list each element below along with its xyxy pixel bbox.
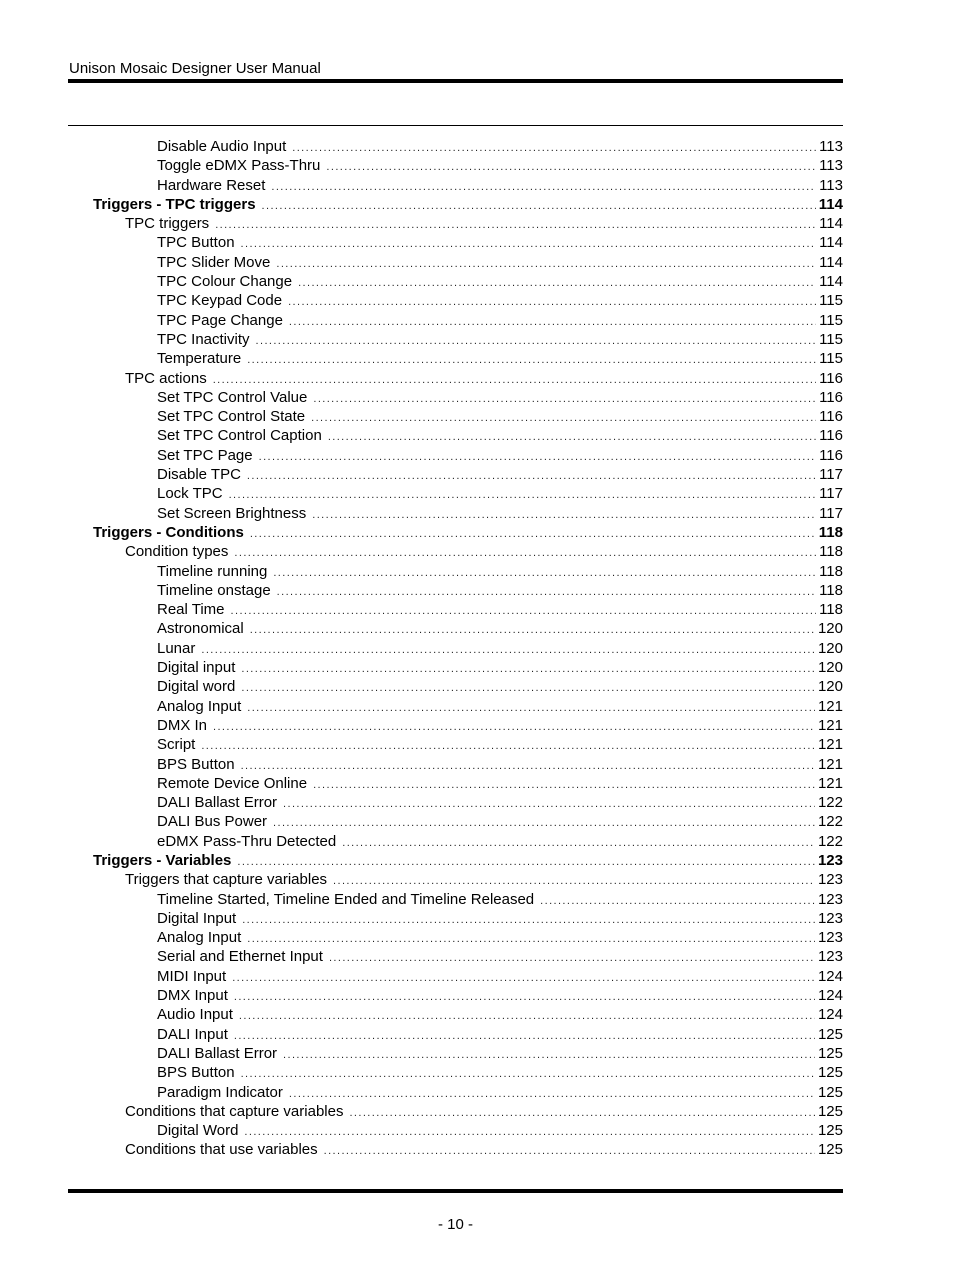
toc-entry-page-number: 125 [817,1122,843,1140]
toc-entry-page-number: 121 [817,716,843,734]
toc-entry[interactable] [0,349,843,368]
toc-entry-page-number: 120 [817,620,843,638]
toc-entry[interactable] [0,311,843,330]
toc-entry[interactable] [0,504,843,523]
toc-entry[interactable] [0,735,843,754]
toc-entry-label: TPC actions [125,369,207,387]
toc-entry-label: Condition types [125,543,229,561]
toc-entry-page-number: 114 [819,234,843,252]
toc-entry-page-number: 113 [819,176,843,194]
toc-entry-label: TPC Slider Move [157,253,271,271]
toc-entry-page-number: 121 [817,697,843,715]
toc-entry-label: Real Time [157,601,225,619]
toc-entry-page-number: 118 [819,562,843,580]
toc-entry-label: TPC Colour Change [157,273,293,291]
toc-entry-label: Disable Audio Input [157,138,287,155]
toc-entry-label: Serial and Ethernet Input [157,948,323,966]
toc-entry-page-number: 116 [819,408,843,426]
toc-entry[interactable] [0,253,843,272]
toc-entry[interactable] [0,812,843,831]
toc-entry-page-number: 125 [817,1064,843,1082]
toc-entry[interactable] [0,947,843,966]
page-number: - 10 - [437,1216,473,1233]
toc-entry-label: Paradigm Indicator [157,1083,283,1101]
toc-entry-label: Set TPC Page [157,446,253,464]
toc-entry-page-number: 115 [819,350,843,368]
toc-entry-label: Digital Word [157,1122,239,1140]
toc-entry[interactable] [0,909,843,928]
toc-entry[interactable] [0,465,843,484]
toc-entry[interactable] [0,291,843,310]
toc-entry[interactable] [0,774,843,793]
toc-entry[interactable] [0,928,843,947]
toc-entry-label: Set TPC Control Value [157,388,308,406]
toc-entry[interactable] [0,986,843,1005]
toc-entry[interactable] [0,1083,843,1102]
toc-entry[interactable] [0,967,843,986]
toc-entry[interactable] [0,658,843,677]
toc-entry-page-number: 125 [817,1083,843,1101]
toc-entry[interactable] [0,755,843,774]
toc-entry[interactable] [0,1102,843,1121]
toc-entry-page-number: 114 [818,195,843,213]
toc-entry[interactable] [0,156,843,175]
toc-entry-page-number: 116 [819,388,843,406]
toc-entry-label: DMX Input [157,987,228,1005]
toc-entry[interactable] [0,407,843,426]
toc-entry-label: BPS Button [157,1064,235,1082]
toc-entry-page-number: 122 [817,832,843,850]
toc-entry-page-number: 120 [817,678,843,696]
toc-entry-page-number: 117 [819,466,843,484]
toc-entry-page-number: 120 [817,659,843,677]
toc-entry-label: Lock TPC [157,485,223,503]
toc-entry-label: Timeline running [157,562,268,580]
toc-entry-page-number: 117 [819,504,843,522]
toc-entry-page-number: 118 [818,523,843,541]
toc-entry[interactable] [0,581,843,600]
toc-entry-label: Digital input [157,659,236,677]
toc-entry-page-number: 118 [819,543,843,561]
toc-entry-page-number: 125 [817,1025,843,1043]
toc-entry-label: DMX In [157,716,208,734]
toc-entry[interactable] [0,176,843,195]
toc-entry-page-number: 120 [817,639,843,657]
toc-entry-label: Lunar [157,639,196,657]
toc-entry-label: Analog Input [157,929,242,947]
toc-entry[interactable] [0,426,843,445]
toc-entry-page-number: 114 [819,273,843,291]
toc-entry[interactable] [0,1063,843,1082]
toc-entry[interactable] [0,851,843,870]
toc-entry-label: Timeline onstage [157,581,271,599]
toc-entry-label: Digital Input [157,909,237,927]
toc-entry-label: Toggle eDMX Pass-Thru [157,157,321,175]
toc-entry[interactable] [0,137,843,156]
toc-entry-label: Timeline Started, Timeline Ended and Timeline Released [157,890,535,908]
toc-entry[interactable] [0,619,843,638]
toc-entry-label: Set TPC Control Caption [157,427,322,445]
toc-entry-page-number: 116 [819,427,843,445]
toc-entry-page-number: 121 [817,736,843,754]
toc-entry[interactable] [0,542,843,561]
toc-entry-label: TPC Page Change [157,311,283,329]
toc-entry-label: Triggers - TPC triggers [93,195,256,213]
toc-entry-page-number: 116 [819,369,843,387]
toc-entry-label: Disable TPC [157,466,241,484]
toc-entry-label: TPC triggers [125,215,210,233]
toc-entry-label: TPC Inactivity [157,330,250,348]
toc-entry-label: DALI Ballast Error [157,1044,278,1062]
toc-entry-label: DALI Input [157,1025,228,1043]
toc-entry-page-number: 115 [819,311,843,329]
toc-entry-page-number: 118 [819,581,843,599]
toc-entry-page-number: 115 [819,330,843,348]
toc-entry-page-number: 121 [817,774,843,792]
toc-entry[interactable] [0,214,843,233]
toc-entry-label: TPC Button [157,234,235,252]
toc-entry[interactable] [0,233,843,252]
toc-entry-label: Triggers - Variables [93,851,232,869]
toc-entry-label: Script [157,736,196,754]
toc-entry-label: Conditions that use variables [125,1141,318,1159]
toc-entry[interactable] [0,195,843,214]
toc-entry-page-number: 123 [817,871,843,889]
toc-entry-label: Set Screen Brightness [157,504,307,522]
toc-entry[interactable] [0,697,843,716]
toc-entry-page-number: 124 [817,1006,843,1024]
toc-entry[interactable] [0,716,843,735]
toc-entry[interactable] [0,388,843,407]
toc-entry[interactable] [0,1005,843,1024]
toc-entry-label: Triggers - Conditions [93,523,244,541]
toc-entry-label: Hardware Reset [157,176,266,194]
toc-entry-page-number: 121 [817,755,843,773]
toc-entry-label: DALI Bus Power [157,813,268,831]
toc-entry-page-number: 125 [817,1044,843,1062]
toc-entry-label: MIDI Input [157,967,227,985]
toc-entry[interactable] [0,484,843,503]
toc-entry[interactable] [0,677,843,696]
toc-entry-page-number: 125 [817,1141,843,1159]
toc-entry-page-number: 123 [817,851,843,869]
toc-entry[interactable] [0,870,843,889]
toc-entry-label: Conditions that capture variables [125,1102,344,1120]
toc-entry[interactable] [0,523,843,542]
document-header-title: Unison Mosaic Designer User Manual [69,60,321,77]
header-rule-thick [68,79,843,83]
toc-entry-label: Astronomical [157,620,244,638]
toc-entry[interactable] [0,1044,843,1063]
toc-entry-page-number: 123 [817,890,843,908]
toc-entry-page-number: 115 [819,292,843,310]
table-of-contents [0,137,954,1160]
toc-entry-label: Set TPC Control State [157,408,306,426]
toc-dot-leader [324,1142,815,1161]
toc-entry-page-number: 118 [819,601,843,619]
toc-entry[interactable] [0,639,843,658]
toc-entry-page-number: 113 [819,157,843,175]
toc-entry-label: BPS Button [157,755,235,773]
toc-entry-page-number: 124 [817,967,843,985]
toc-entry-label: eDMX Pass-Thru Detected [157,832,337,850]
toc-entry[interactable] [0,272,843,291]
toc-entry-page-number: 124 [817,987,843,1005]
toc-entry[interactable] [0,1121,843,1140]
toc-entry[interactable] [0,1025,843,1044]
toc-entry-page-number: 122 [817,813,843,831]
toc-entry[interactable] [0,1140,843,1159]
toc-entry-page-number: 117 [819,485,843,503]
toc-entry-label: Audio Input [157,1006,233,1024]
toc-entry-label: DALI Ballast Error [157,794,278,812]
toc-entry[interactable] [0,832,843,851]
toc-entry-page-number: 123 [817,948,843,966]
toc-entry-page-number: 113 [819,138,843,155]
toc-entry[interactable] [0,330,843,349]
footer-rule [68,1189,843,1193]
toc-entry-page-number: 114 [819,253,843,271]
toc-entry-page-number: 123 [817,909,843,927]
toc-entry-label: TPC Keypad Code [157,292,283,310]
toc-entry-page-number: 123 [817,929,843,947]
toc-entry-label: Digital word [157,678,236,696]
toc-entry-label: Temperature [157,350,242,368]
toc-entry[interactable] [0,446,843,465]
toc-entry[interactable] [0,890,843,909]
toc-entry[interactable] [0,600,843,619]
header-rule-thin [68,125,843,126]
toc-entry-page-number: 125 [817,1102,843,1120]
toc-entry[interactable] [0,369,843,388]
toc-entry-page-number: 122 [817,794,843,812]
toc-entry-label: Remote Device Online [157,774,308,792]
toc-entry-label: Analog Input [157,697,242,715]
toc-entry-label: Triggers that capture variables [125,871,328,889]
toc-entry[interactable] [0,562,843,581]
toc-entry-page-number: 116 [819,446,843,464]
toc-entry-page-number: 114 [819,215,843,233]
toc-entry[interactable] [0,793,843,812]
